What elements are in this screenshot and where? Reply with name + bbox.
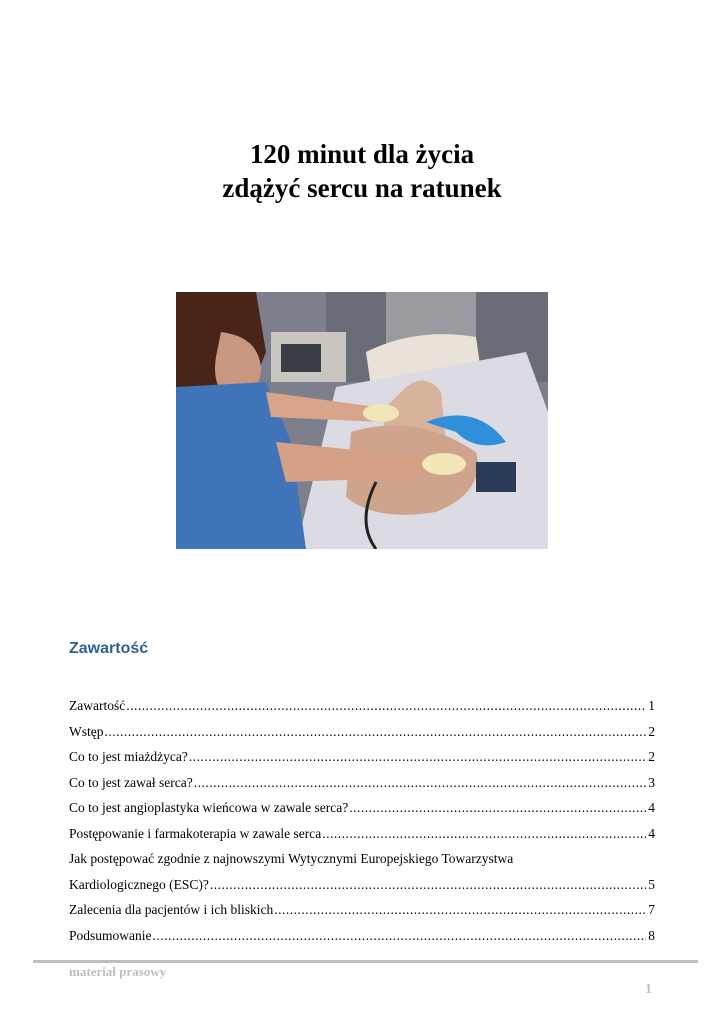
toc-entry[interactable] [69,923,655,949]
toc-entry-label-line-1[interactable]: Jak postępować zgodnie z najnowszymi Wytycznymi Europejskiego Towarzystwa [69,851,514,866]
toc-entry[interactable] [69,897,655,923]
toc-entry-page: 4 [648,825,655,841]
toc-entry[interactable] [69,719,655,745]
toc-entry[interactable] [69,872,655,898]
toc-entry-page: 5 [648,876,655,892]
toc-entry[interactable] [69,795,655,821]
toc-entry-page: 2 [648,723,655,739]
table-of-contents [69,693,655,948]
toc-entry-page: 4 [648,800,655,815]
toc-leader [274,897,646,923]
medical-photo-icon [176,292,548,549]
toc-entry-label: Wstęp [69,723,104,739]
footer-label: materiał prasowy [69,964,167,979]
toc-heading: Zawartość [69,640,149,657]
toc-entry-label: Zalecenia dla pacjentów i ich bliskich [69,902,274,917]
title-line-2: zdążyć sercu na ratunek [222,173,502,203]
toc-leader [349,795,646,821]
page-number: 1 [645,982,652,997]
toc-entry[interactable] [69,770,655,796]
toc-entry-label: Co to jest angioplastyka wieńcowa w zawale serca? [69,800,349,815]
cover-photo [176,292,548,549]
title-line-1: 120 minut dla życia [249,139,475,169]
toc-entry-page: 7 [648,902,655,917]
toc-entry-label: Co to jest zawał serca? [69,774,193,790]
toc-leader [153,923,647,949]
footer-divider [33,960,698,963]
toc-entry-page: 8 [648,927,655,943]
toc-entry-label: Kardiologicznego (ESC)? [69,876,209,892]
toc-entry[interactable] [69,693,655,719]
toc-leader [105,719,647,745]
toc-leader [189,744,646,770]
toc-leader [210,872,646,898]
toc-leader [194,770,646,796]
toc-leader [322,821,646,847]
toc-entry-page: 3 [648,774,655,790]
toc-entry-label: Zawartość [69,698,126,713]
toc-entry-label: Postępowanie i farmakoterapia w zawale serca [69,825,322,841]
document-title [0,137,724,205]
toc-entry[interactable] [69,744,655,770]
toc-entry-label: Co to jest miażdżyca? [69,749,188,764]
toc-leader [126,693,646,719]
toc-entry-page: 2 [648,749,655,764]
toc-entry-label: Podsumowanie [69,927,152,943]
toc-entry[interactable] [69,821,655,847]
toc-entry-page: 1 [648,698,655,713]
